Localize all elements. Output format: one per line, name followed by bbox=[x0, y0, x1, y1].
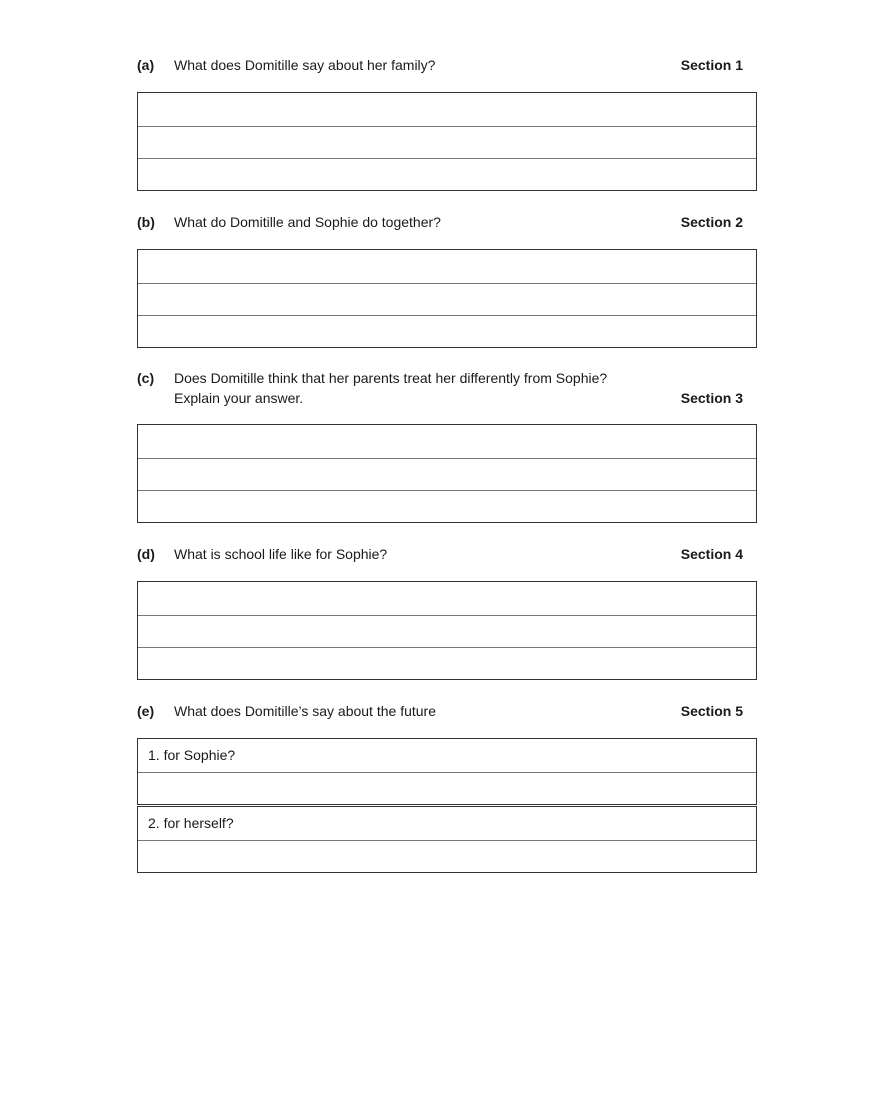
answer-box-for-herself bbox=[137, 806, 757, 873]
question-text-line: What does Domitille’s say about the future bbox=[174, 703, 436, 719]
question-header bbox=[137, 701, 757, 721]
answer-line[interactable] bbox=[138, 93, 756, 126]
question-text-line: What is school life like for Sophie? bbox=[174, 546, 388, 562]
question-text bbox=[174, 55, 654, 75]
question-text-line: Does Domitille think that her parents treat her differently from Sophie? bbox=[174, 370, 608, 386]
question-e bbox=[137, 701, 757, 831]
question-b bbox=[137, 212, 757, 232]
question-header bbox=[137, 368, 757, 408]
answer-box bbox=[137, 249, 757, 348]
question-text bbox=[174, 368, 654, 408]
answer-prompt: 2. for herself? bbox=[148, 815, 234, 831]
question-text-line: What do Domitille and Sophie do together? bbox=[174, 214, 441, 230]
question-letter: (e) bbox=[137, 703, 155, 719]
question-c bbox=[137, 368, 757, 408]
answer-box bbox=[137, 424, 757, 523]
answer-line[interactable] bbox=[138, 250, 756, 283]
question-text bbox=[174, 544, 654, 564]
answer-line[interactable] bbox=[138, 158, 756, 190]
answer-line[interactable] bbox=[138, 315, 756, 347]
answer-line[interactable] bbox=[138, 840, 756, 872]
question-letter: (c) bbox=[137, 370, 155, 386]
question-letter: (a) bbox=[137, 57, 155, 73]
answer-line[interactable] bbox=[138, 772, 756, 804]
answer-line[interactable] bbox=[138, 458, 756, 490]
question-header bbox=[137, 55, 757, 75]
answer-line[interactable] bbox=[138, 615, 756, 647]
answer-line[interactable] bbox=[138, 425, 756, 458]
question-a bbox=[137, 55, 757, 75]
question-header bbox=[137, 212, 757, 232]
section-label: Section 5 bbox=[680, 703, 743, 719]
section-label: Section 2 bbox=[680, 214, 743, 230]
section-label: Section 3 bbox=[680, 390, 743, 406]
question-letter: (b) bbox=[137, 214, 155, 230]
question-d bbox=[137, 544, 757, 564]
question-letter: (d) bbox=[137, 546, 155, 562]
section-label: Section 1 bbox=[680, 57, 743, 73]
answer-prompt: 1. for Sophie? bbox=[148, 747, 236, 763]
section-label: Section 4 bbox=[680, 546, 743, 562]
answer-line[interactable] bbox=[138, 647, 756, 679]
answer-line[interactable] bbox=[138, 126, 756, 158]
answer-line[interactable] bbox=[138, 582, 756, 615]
answer-box bbox=[137, 92, 757, 191]
answer-line[interactable] bbox=[138, 283, 756, 315]
answer-line[interactable] bbox=[138, 490, 756, 522]
question-text-line: Explain your answer. bbox=[174, 390, 304, 406]
answer-box bbox=[137, 581, 757, 680]
question-text bbox=[174, 701, 654, 721]
question-text-line: What does Domitille say about her family? bbox=[174, 57, 436, 73]
question-header bbox=[137, 544, 757, 564]
question-text bbox=[174, 212, 654, 232]
answer-box-for-sophie bbox=[137, 738, 757, 805]
